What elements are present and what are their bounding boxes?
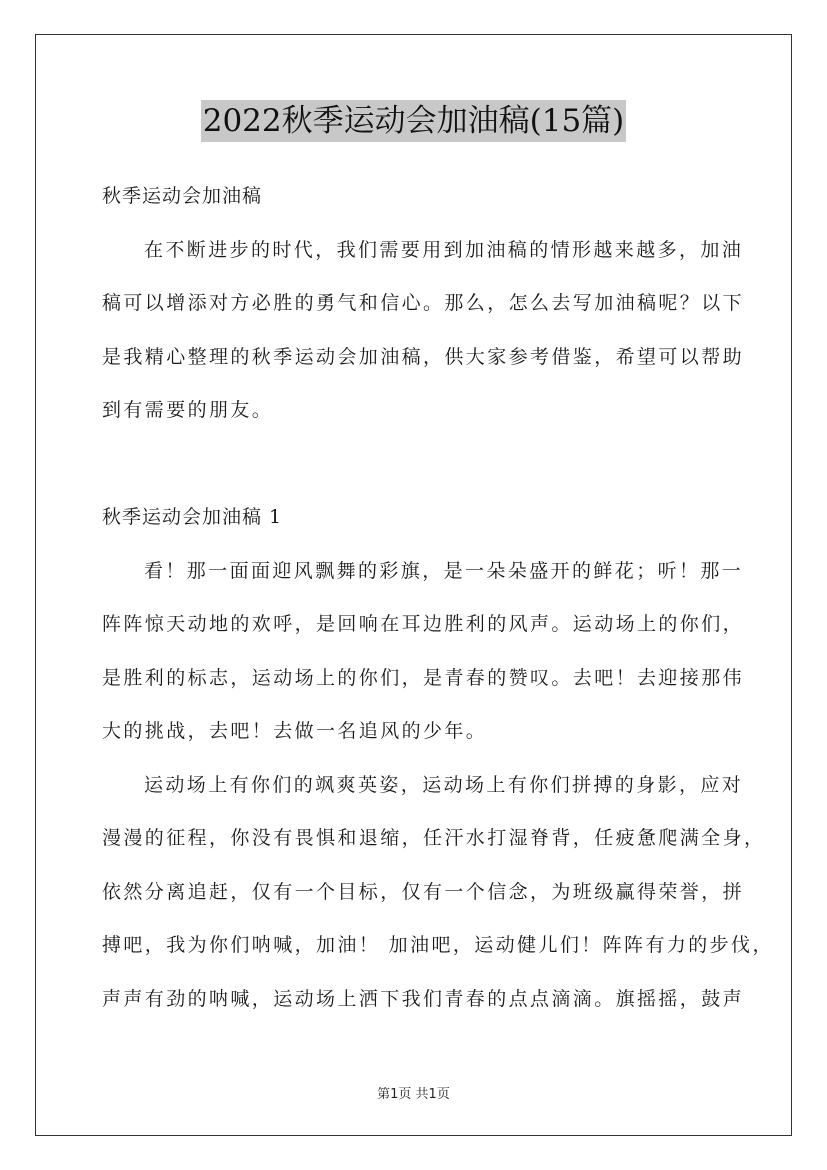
intro-line: 到有需要的朋友。: [102, 399, 274, 421]
paragraph-1-line: 阵阵惊天动地的欢呼，是回响在耳边胜利的风声。运动场上的你们，: [102, 613, 745, 635]
document-body: [102, 170, 774, 1026]
paragraph-2-line: 漫漫的征程，你没有畏惧和退缩，任汗水打湿脊背，任疲惫爬满全身，: [102, 827, 766, 849]
intro-line: 在不断进步的时代，我们需要用到加油稿的情形越来越多，加油: [144, 238, 744, 261]
document-title: 2022秋季运动会加油稿(15篇): [201, 100, 627, 142]
paragraph-1-line: 是胜利的标志，运动场上的你们，是青春的赞叹。去吧！去迎接那伟: [102, 666, 745, 689]
paragraph-2-line: 依然分离追赶，仅有一个目标，仅有一个信念，为班级赢得荣誉，拼: [102, 880, 745, 903]
paragraph-1-line: 大的挑战，去吧！去做一名追风的少年。: [102, 720, 488, 742]
intro-line: 稿可以增添对方必胜的勇气和信心。那么，怎么去写加油稿呢？以下: [102, 292, 745, 314]
paragraph-2-line: 搏吧，我为你们呐喊，加油！ 加油吧，运动健儿们！阵阵有力的步伐，: [102, 934, 774, 956]
paragraph-2-line: 运动场上有你们的飒爽英姿，运动场上有你们拼搏的身影，应对: [144, 773, 744, 796]
paragraph-gap: [102, 438, 726, 492]
section-heading-intro: 秋季运动会加油稿: [102, 185, 263, 207]
page-number: 第1页 共1页: [377, 1087, 450, 1102]
title-container: [0, 100, 827, 142]
section-heading-1: 秋季运动会加油稿 1: [102, 506, 283, 528]
paragraph-2-line: 声声有劲的呐喊，运动场上洒下我们青春的点点滴滴。旗摇摇，鼓声: [102, 987, 745, 1010]
intro-line: 是我精心整理的秋季运动会加油稿，供大家参考借鉴，希望可以帮助: [102, 345, 745, 368]
paragraph-1-line: 看！那一面面迎风飘舞的彩旗，是一朵朵盛开的鲜花；听！那一: [144, 559, 744, 582]
